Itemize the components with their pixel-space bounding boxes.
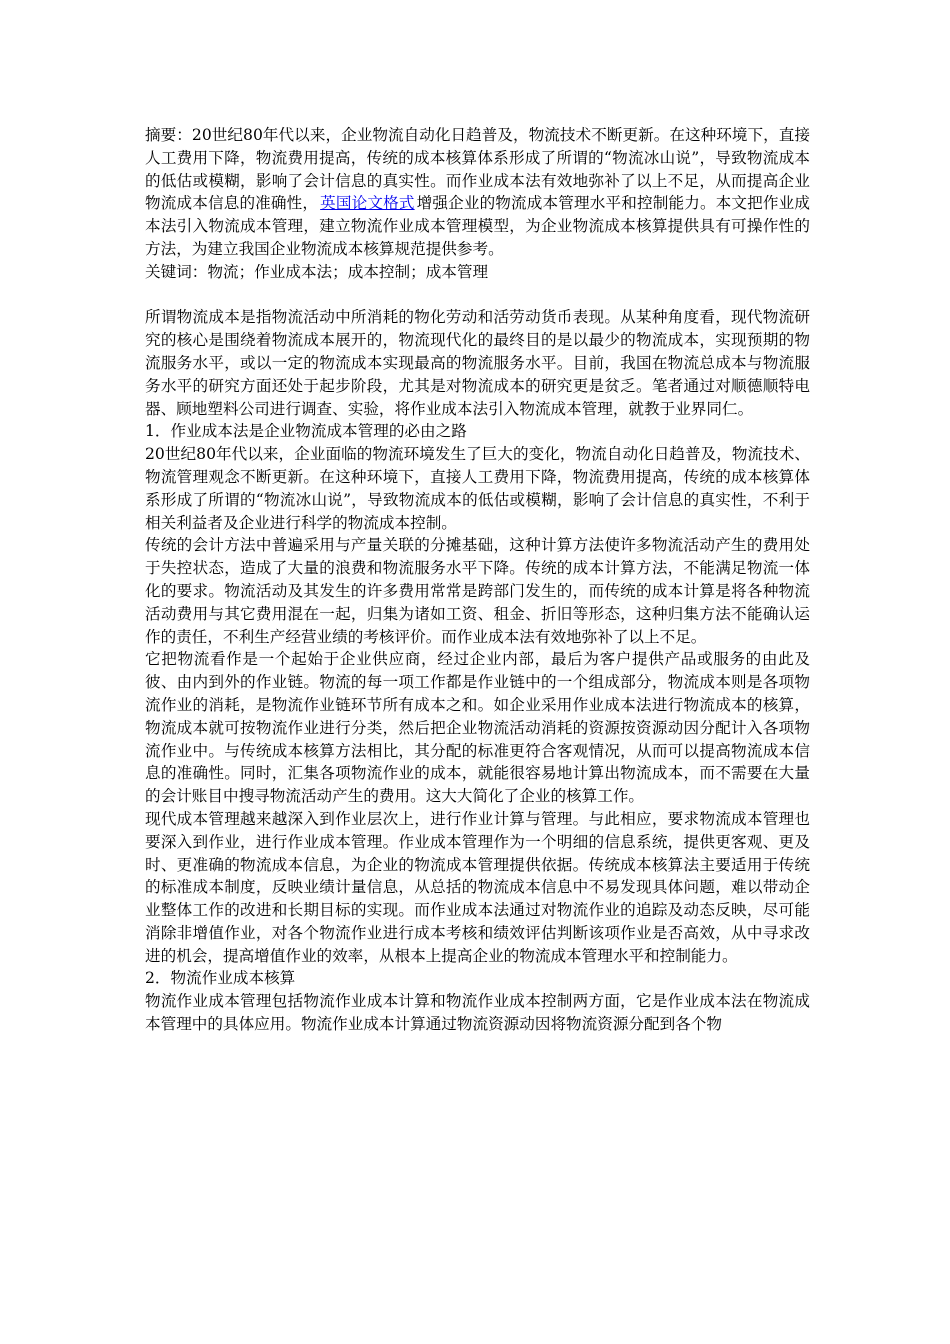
- body-paragraph: 它把物流看作是一个起始于企业供应商，经过企业内部，最后为客户提供产品或服务的由此及彼、由内到外的作业链。物流的每一项工作都是作业链中的一个组成部分，物流成本则是各项物流作业的消耗，是物流作业链环节所有成本之和。如企业采用作业成本法进行物流成本的核算，物流成本就可按物流作业进行分类，然后把企业物流活动消耗的资源按资源动因分配计入各项物流作业中。与传统成本核算方法相比，其分配的标准更符合客观情况，从而可以提高物流成本信息的准确性。同时，汇集各项物流作业的成本，就能很容易地计算出物流成本，而不需要在大量的会计账目中搜寻物流活动产生的费用。这大大简化了企业的核算工作。: [145, 650, 810, 806]
- body-paragraph: 传统的会计方法中普遍采用与产量关联的分摊基础，这种计算方法使许多物流活动产生的费用处于失控状态，造成了大量的浪费和物流服务水平下降。传统的成本计算方法，不能满足物流一体化的要求。物流活动及其发生的许多费用常常是跨部门发生的，而传统的成本计算是将各种物流活动费用与其它费用混在一起，归集为诸如工资、租金、折旧等形态，这种归集方法不能确认运作的责任，不利生产经营业绩的考核评价。而作业成本法有效地弥补了以上不足。: [145, 536, 810, 646]
- abstract-text-after-link: 增强企业的物流成本管理水平和控制能力。本文把作业成本法引入物流成本管理，建立物流作业成本管理模型，为企业物流成本核算提供具有可操作性的方法，为建立我国企业物流成本核算规范提供参考。: [145, 194, 810, 258]
- blank-line: [145, 284, 810, 307]
- body-paragraph: 现代成本管理越来越深入到作业层次上，进行作业计算与管理。与此相应，要求物流成本管理也要深入到作业，进行作业成本管理。作业成本管理作为一个明细的信息系统，提供更客观、更及时、更准确的物流成本信息，为企业的物流成本管理提供依据。传统成本核算法主要适用于传统的标准成本制度，反映业绩计量信息，从总括的物流成本信息中不易发现具体问题，难以带动企业整体工作的改进和长期目标的实现。而作业成本法通过对物流作业的追踪及动态反映，尽可能消除非增值作业，对各个物流作业进行成本考核和绩效评估判断该项作业是否高效，从中寻求改进的机会，提高增值作业的效率，从根本上提高企业的物流成本管理水平和控制能力。: [145, 809, 810, 965]
- section-heading-2: 2．物流作业成本核算: [145, 969, 296, 988]
- document-body: [145, 124, 810, 1036]
- body-paragraph: 20世纪80年代以来，企业面临的物流环境发生了巨大的变化，物流自动化日趋普及，物流技术、物流管理观念不断更新。在这种环境下，直接人工费用下降，物流费用提高，传统的成本核算体系形成了所谓的“物流冰山说”，导致物流成本的低估或模糊，影响了会计信息的真实性，不利于相关利益者及企业进行科学的物流成本控制。: [145, 445, 810, 532]
- section-heading-1: 1．作业成本法是企业物流成本管理的必由之路: [145, 422, 467, 441]
- body-paragraph: 物流作业成本管理包括物流作业成本计算和物流作业成本控制两方面，它是作业成本法在物流成本管理中的具体应用。物流作业成本计算通过物流资源动因将物流资源分配到各个物: [145, 992, 810, 1034]
- abstract-paragraph: [145, 124, 810, 261]
- intro-paragraph: 所谓物流成本是指物流活动中所消耗的物化劳动和活劳动货币表现。从某种角度看，现代物流研究的核心是围绕着物流成本展开的，物流现代化的最终目的是以最少的物流成本，实现预期的物流服务水平，或以一定的物流成本实现最高的物流服务水平。目前，我国在物流总成本与物流服务水平的研究方面还处于起步阶段，尤其是对物流成本的研究更是贫乏。笔者通过对顺德顺特电器、顾地塑料公司进行调查、实验，将作业成本法引入物流成本管理，就教于业界同仁。: [145, 308, 810, 418]
- keywords-line: 关键词：物流；作业成本法；成本控制；成本管理: [145, 262, 489, 281]
- abstract-text-before-link: 摘要：20世纪80年代以来，企业物流自动化日趋普及，物流技术不断更新。在这种环境下，直接人工费用下降，物流费用提高，传统的成本核算体系形成了所谓的“物流冰山说”，导致物流成本的低估或模糊，影响了会计信息的真实性。而作业成本法有效地弥补了以上不足，从而提高企业物流成本信息的准确性，: [145, 126, 810, 213]
- paper-format-link[interactable]: 英国论文格式: [320, 194, 415, 213]
